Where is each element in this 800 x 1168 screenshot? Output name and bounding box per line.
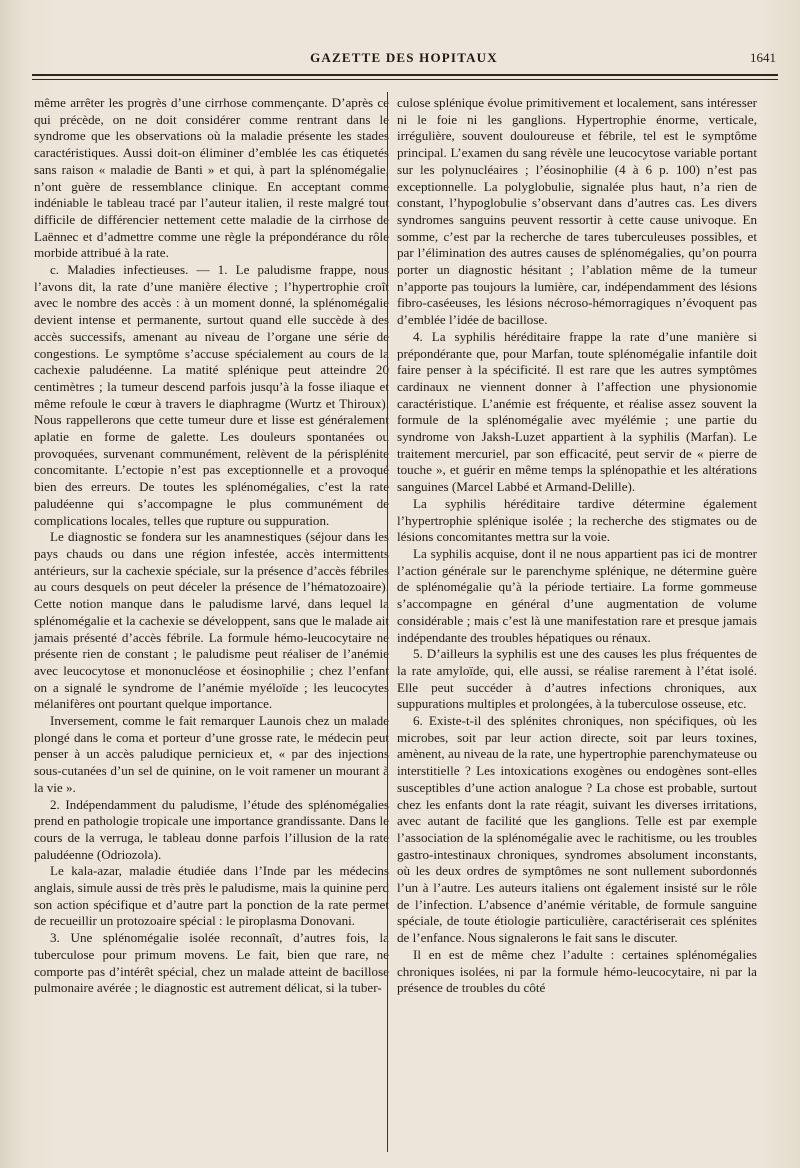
column-divider xyxy=(387,92,388,1152)
paragraph: Le kala-azar, maladie étudiée dans l’Inde par les médecins anglais, simule aussi de très près le paludisme, mais la quinine perd son action spécifique et d’autre part la ponction de la rate permet de recueillir un protozoaire spécial : le piroplasma Donovani. xyxy=(34,863,389,929)
paragraph: 2. Indépendamment du paludisme, l’étude des splénomégalies prend en pathologie tropicale une importance grandissante. Dans le cours de la verruga, le tableau donne parfois l’illusion de la rate paludéenne (Odriozola). xyxy=(34,796,389,862)
paragraph: 5. D’ailleurs la syphilis est une des causes les plus fréquentes de la rate amyloïde, qui, elle aussi, se réalise rarement à l’état isolé. Elle peut succéder à d’autres infections chroniques, aux suppurations multiples et prolongées, à la tuberculose osseuse, etc. xyxy=(397,646,757,712)
paragraph: culose splénique évolue primitivement et localement, sans intéresser ni le foie ni les ganglions. Hypertrophie énorme, verticale, irrégulière, souvent douloureuse et fébrile, tel est le symptôme principal. L’examen du sang révèle une leucocytose variable portant sur les polynucléaires ; l’éosinophilie (4 à 6 p. 100) n’est pas exceptionnelle. La polyglobulie, signalée plus haut, n’a rien de constant, l’hypoglobulie s’observant dans d’autres cas. Les divers syndromes sanguins peuvent ressortir à cette cause univoque. En somme, c’est par la recherche de tares tuberculeuses possibles, et par l’élimination des autres causes de splénomégalies, qu’on pourra porter un diagnostic hésitant ; l’ablation même de la tumeur n’apporte pas toujours la lumière, car, indépendamment des lésions fibro-caséeuses, les lésions nécroso-hémorragiques n’évoquent pas d’emblée l’idée de bacillose. xyxy=(397,95,757,328)
header-rule-thin xyxy=(32,79,778,80)
paragraph: 4. La syphilis héréditaire frappe la rate d’une manière si prépondérante que, pour Marfan, toute splénomégalie infantile doit faire penser à la spécificité. Il est rare que les autres symptômes cardinaux ne viennent donner à l’affection une physionomie caractéristique. L’anémie est fréquente, et réalise assez souvent la formule de la splénomégalie avec myélémie ; une partie du syndrome von Jaksh-Luzet appartient à la syphilis (Marfan). Le traitement mercuriel, par son efficacité, peut servir de « pierre de touche », et guérir en même temps la splénopathie et les altérations sanguines (Marcel Labbé et Armand-Delille). xyxy=(397,328,757,495)
paragraph: 3. Une splénomégalie isolée reconnaît, d’autres fois, la tuberculose pour primum movens. Le fait, bien que rare, ne comporte pas d’intérêt spécial, chez un malade atteint de bacillose pulmonaire avérée ; le diagnostic est autrement délicat, si la tuber- xyxy=(34,930,389,996)
paragraph: c. Maladies infectieuses. — 1. Le paludisme frappe, nous l’avons dit, la rate d’une manière élective ; l’hypertrophie croît avec le nombre des accès : à un moment donné, la splénomégalie devient intense et permanente, surtout quand elle succède à des accès successifs, amenant au niveau de l’organe une série de congestions. Le symptôme s’accuse spécialement au cours de la cachexie paludéenne. La matité splénique peut atteindre 20 centimètres ; la tumeur descend parfois jusqu’à la fosse iliaque et même refoule le cœur à travers le diaphragme (Wurtz et Thiroux). Nous rappellerons que cette tumeur dure et lisse est généralement aplatie en forme de galette. Les douleurs spontanées ou provoquées, survenant communément, relèvent de la périsplénite concomitante. L’ectopie n’est pas exceptionnelle et a provoqué bien des erreurs. De toutes les splénomégalies, c’est la rate paludéenne qui s’accompagne le plus communément de complications locales, telles que rupture ou suppuration. xyxy=(34,262,389,528)
header-rule-thick xyxy=(32,74,778,76)
paragraph: Il en est de même chez l’adulte : certaines splénomégalies chroniques isolées, ni par la formule hémo-leucocytaire, ni par la présence de troubles du côté xyxy=(397,946,757,996)
paragraph: La syphilis héréditaire tardive détermine également l’hypertrophie splénique isolée ; la recherche des stigmates ou de lésions concomitantes mettra sur la voie. xyxy=(397,495,757,545)
left-column xyxy=(34,95,389,997)
page-number: 1641 xyxy=(750,50,776,65)
running-title: GAZETTE DES HOPITAUX xyxy=(310,50,498,65)
page-header xyxy=(30,50,778,72)
paragraph: Le diagnostic se fondera sur les anamnestiques (séjour dans les pays chauds ou dans une région infestée, accès intermittents antérieurs, sur la cachexie spéciale, sur la présence d’accès fébriles au cours desquels on peut déceler la présence de l’hématozoaire). Cette notion manque dans le paludisme larvé, dans lequel la splénomégalie et la cachexie se développent, sans que le malade ait jamais présenté d’accès fébrile. La formule hémo-leucocytaire ne présente rien de constant ; le paludisme peut réaliser de l’anémie avec leucocytose et mononucléose et éosinophilie ; chez l’enfant on a signalé le syndrome de l’anémie myéloïde ; les leucocytes mélanifères ont pourtant quelque importance. xyxy=(34,529,389,712)
paragraph: Inversement, comme le fait remarquer Launois chez un malade plongé dans le coma et porteur d’une grosse rate, le médecin peut penser à un accès paludique pernicieux et, « par des injections sous-cutanées d’un sel de quinine, on le voit ramener un mourant à la vie ». xyxy=(34,713,389,795)
paragraph: 6. Existe-t-il des splénites chroniques, non spécifiques, où les microbes, soit par leur action directe, soit par leurs toxines, amènent, au niveau de la rate, une hypertrophie parenchymateuse ou interstitielle ? Les intoxications exogènes ou endogènes sont-elles susceptibles d’une action analogue ? La chose est probable, surtout chez les enfants dont la rate réagit, suivant les diverses irritations, avec autant de facilité que les ganglions. Telle est par exemple l’association de la splénomégalie avec le rachitisme, ou les troubles gastro-intestinaux chroniques, syndromes absolument inconstants, où les deux ordres de symptômes ne sont nullement subordonnés l’un à l’autre. Les auteurs italiens ont également insisté sur le rôle de l’infection. L’absence d’anémie véritable, de formule sanguine spéciale, de toute étiologie particulière, caractériserait ces splénites de l’enfance. Nous signalerons le fait sans le discuter. xyxy=(397,713,757,946)
paragraph: même arrêter les progrès d’une cirrhose commençante. D’après ce qui précède, on ne doit considérer comme rentrant dans le syndrome que les observations où la maladie présente les stades caractéristiques. Aussi doit-on éliminer d’emblée les cas étiquetés sans raison « maladie de Banti » et qui, à part la splénomégalie, n’ont guère de ressemblance clinique. En acceptant comme indéniable le tableau tracé par l’auteur italien, il reste malgré tout difficile de différencier nettement cette maladie de la cirrhose de Laënnec et d’admettre comme une règle la prépondérance du rôle morbide attribué à la rate. xyxy=(34,95,389,261)
paragraph: La syphilis acquise, dont il ne nous appartient pas ici de montrer l’action générale sur le parenchyme splénique, ne détermine guère de splénomégalie qu’à la période tertiaire. La forme gommeuse s’accompagne en général d’une augmentation de volume considérable ; mais c’est là une manifestation rare et presque jamais indépendante des troubles hépatiques ou rénaux. xyxy=(397,545,757,645)
right-column xyxy=(397,95,757,997)
